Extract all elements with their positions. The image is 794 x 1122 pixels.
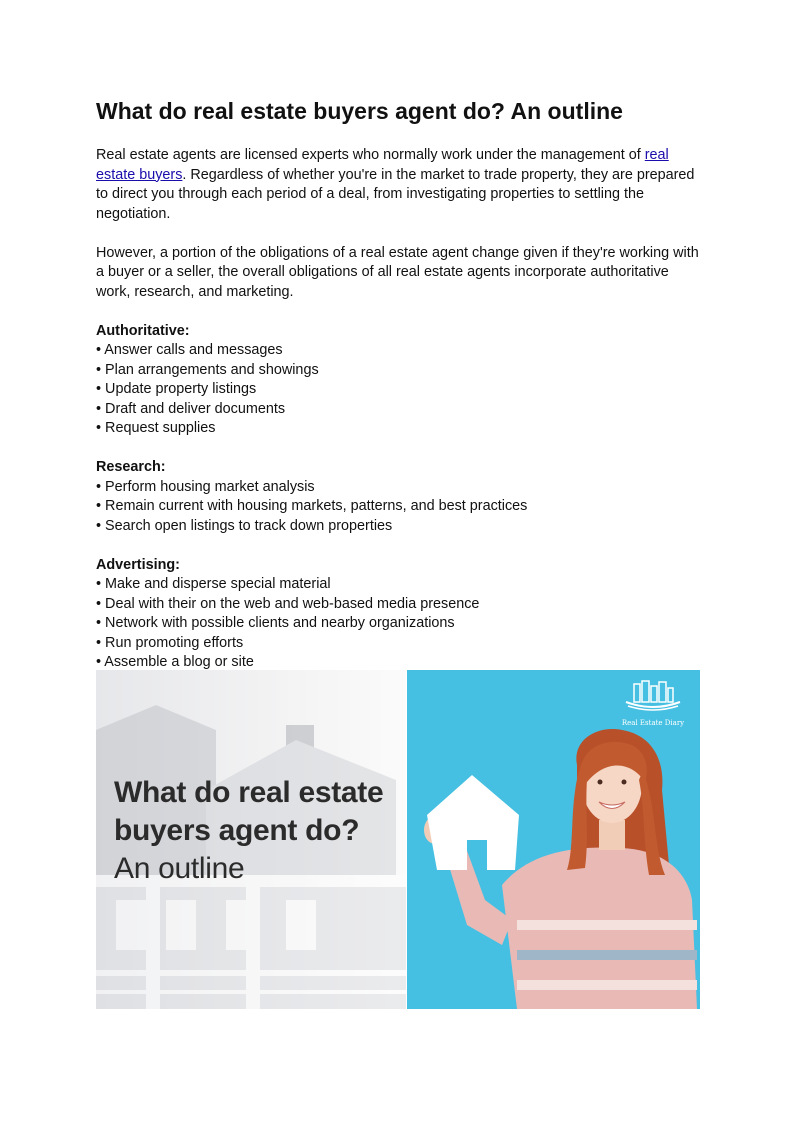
list-item: • Make and disperse special material bbox=[96, 575, 700, 595]
list-item: • Run promoting efforts bbox=[96, 634, 700, 654]
section-research bbox=[96, 458, 700, 536]
banner-heading-line-3: An outline bbox=[114, 852, 245, 885]
section-authoritative bbox=[96, 322, 700, 439]
second-paragraph: However, a portion of the obligations of a real estate agent change given if they're working with a buyer or a seller, the overall obligations of all real estate agents incorporate authoritative work, research, and marketing. bbox=[96, 244, 699, 300]
section-heading: Authoritative: bbox=[96, 322, 190, 339]
intro-text-start: Real estate agents are licensed experts who normally work under the management of bbox=[96, 147, 645, 163]
bullet-list bbox=[96, 575, 700, 673]
list-item: • Network with possible clients and nearby organizations bbox=[96, 614, 700, 634]
list-item: • Plan arrangements and showings bbox=[96, 361, 700, 381]
list-item: • Request supplies bbox=[96, 419, 700, 439]
city-book-icon bbox=[624, 680, 682, 712]
section-advertising bbox=[96, 556, 700, 673]
list-item: • Update property listings bbox=[96, 380, 700, 400]
list-item: • Remain current with housing markets, patterns, and best practices bbox=[96, 497, 700, 517]
page-title: What do real estate buyers agent do? An outline bbox=[96, 98, 623, 124]
list-item: • Draft and deliver documents bbox=[96, 400, 700, 420]
intro-text-end: . Regardless of whether you're in the market to trade property, they are prepared to direct you through each period of a deal, from investigating properties to settling the negotiation. bbox=[96, 166, 695, 222]
banner-house-panel bbox=[96, 670, 406, 1009]
logo-text: Real Estate Diary bbox=[621, 719, 685, 727]
list-item: • Answer calls and messages bbox=[96, 341, 700, 361]
section-heading: Research: bbox=[96, 459, 166, 475]
banner-heading-line-2: buyers agent do? bbox=[114, 814, 360, 847]
list-item: • Search open listings to track down properties bbox=[96, 517, 700, 537]
banner-heading bbox=[114, 774, 406, 888]
list-item: • Assemble a blog or site bbox=[96, 653, 700, 673]
article-banner-image bbox=[96, 670, 700, 1009]
real-estate-diary-logo bbox=[618, 680, 688, 727]
intro-paragraph bbox=[96, 146, 700, 224]
banner-heading-line-1: What do real estate bbox=[114, 776, 384, 809]
list-item: • Deal with their on the web and web-based media presence bbox=[96, 595, 700, 615]
article-body bbox=[96, 146, 700, 673]
section-heading: Advertising: bbox=[96, 556, 180, 573]
list-item: • Perform housing market analysis bbox=[96, 478, 700, 498]
bullet-list bbox=[96, 341, 700, 439]
banner-photo-panel bbox=[407, 670, 700, 1009]
real-estate-buyers-link[interactable]: real estate buyers bbox=[96, 147, 669, 183]
bullet-list bbox=[96, 478, 700, 537]
